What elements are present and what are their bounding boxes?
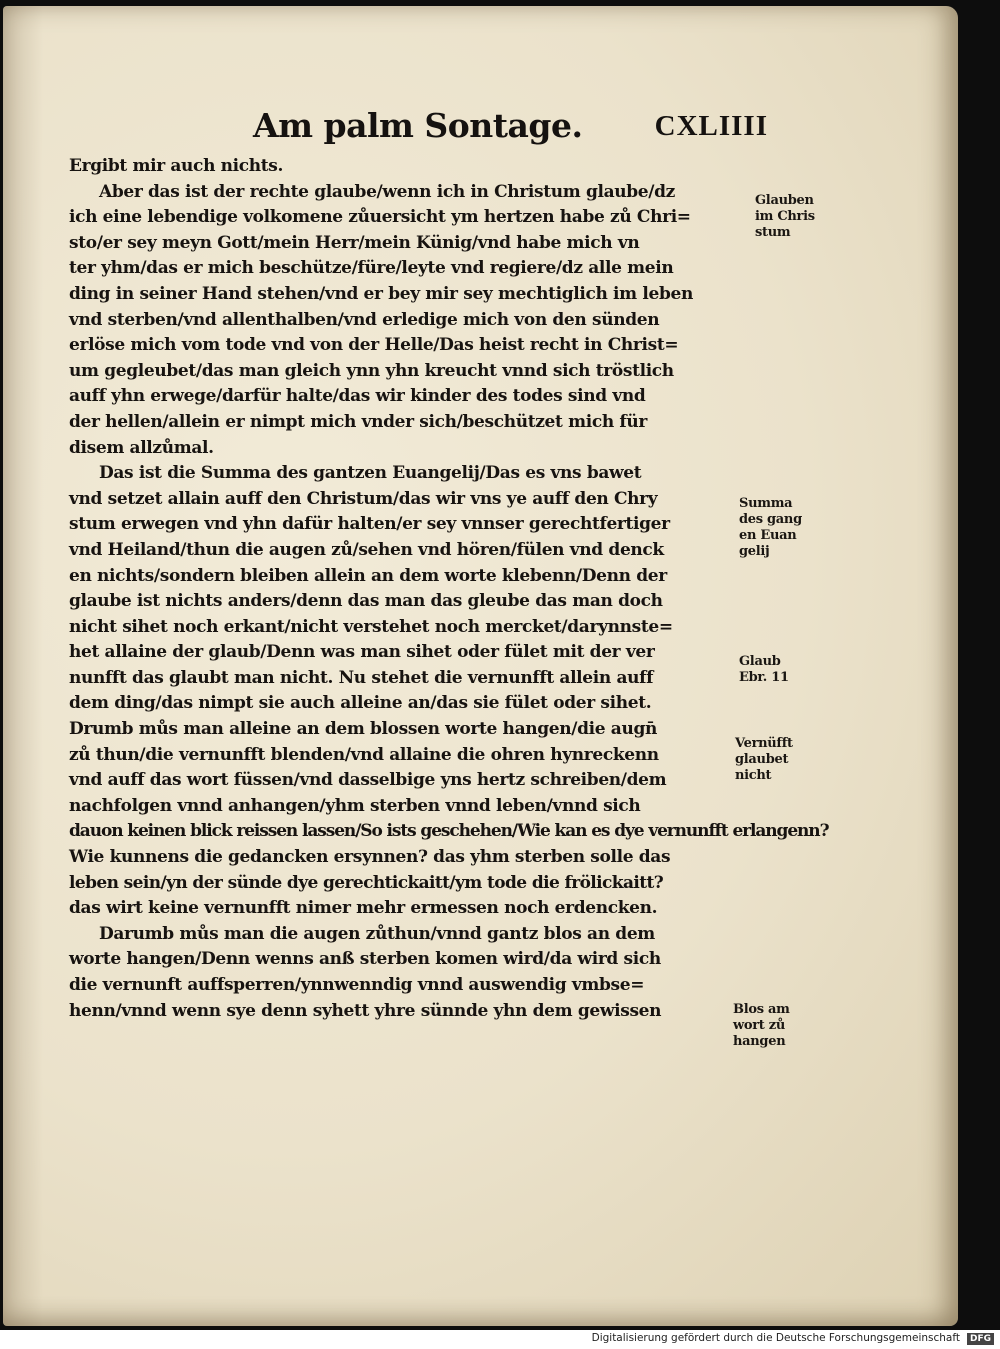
text-line: Das ist die Summa des gantzen Euangelij/Das es vns bawet: [99, 463, 642, 484]
margin-note-vernunfft: [735, 736, 815, 784]
text-line: zů thun/die vernunfft blenden/vnd allaine die ohren hynreckenn: [69, 744, 659, 765]
margin-note-line: gelij: [739, 544, 770, 559]
page-gutter-shadow: [3, 6, 43, 1326]
margin-note-line: glaubet: [735, 752, 789, 767]
margin-note-line: Summa: [739, 496, 793, 511]
text-line: auff yhn erwege/darfür halte/das wir kinder des todes sind vnd: [69, 386, 646, 407]
footer-credit: Digitalisierung gefördert durch die Deutsche Forschungsgemeinschaft: [591, 1332, 960, 1344]
text-line: Aber das ist der rechte glaube/wenn ich in Christum glaube/dz: [99, 181, 675, 202]
text-line: Darumb můs man die augen zůthun/vnnd gantz blos an dem: [99, 923, 655, 944]
text-line: sto/er sey meyn Gott/mein Herr/mein Künig/vnd habe mich vn: [69, 232, 640, 253]
text-line: vnd setzet allain auff den Christum/das wir vns ye auff den Chry: [69, 488, 658, 509]
margin-note-line: Glauben: [755, 193, 814, 208]
text-line: ich eine lebendige volkomene zůuersicht ym hertzen habe zů Chri=: [69, 207, 691, 228]
margin-note-line: im Chris: [755, 209, 815, 224]
margin-note-line: Blos am: [733, 1002, 790, 1017]
folio-number: CXLIIII: [654, 110, 768, 142]
text-line: nunfft das glaubt man nicht. Nu stehet die vernunfft allein auff: [69, 667, 654, 688]
margin-note-line: Glaub: [739, 654, 781, 669]
text-line: ter yhm/das er mich beschütze/füre/leyte vnd regiere/dz alle mein: [69, 258, 674, 279]
text-line: die vernunft auffsperren/ynnwenndig vnnd auswendig vmbse=: [69, 975, 645, 995]
margin-note-summa: [739, 496, 819, 560]
margin-note-line: Vernüfft: [735, 736, 793, 751]
text-line: um gegleubet/das man gleich ynn yhn kreucht vnnd sich tröstlich: [69, 360, 674, 381]
dfg-logo: DFG: [967, 1333, 994, 1345]
text-line: dem ding/das nimpt sie auch alleine an/das sie fület oder sihet.: [69, 693, 652, 714]
text-line: en nichts/sondern bleiben allein an dem worte klebenn/Denn der: [69, 565, 667, 586]
text-line: henn/vnnd wenn sye denn syhett yhre sünnde yhn dem gewissen: [69, 1000, 662, 1021]
text-line: ding in seiner Hand stehen/vnd er bey mir sey mechtiglich im leben: [69, 283, 693, 304]
text-line: Drumb můs man alleine an dem blossen worte hangen/die augn̄: [69, 719, 658, 740]
text-line: vnd sterben/vnd allenthalben/vnd erledige mich von den sünden: [69, 309, 660, 330]
text-line: vnd Heiland/thun die augen zů/sehen vnd hören/fülen vnd denck: [69, 539, 664, 560]
book-page: [3, 6, 958, 1326]
text-line: das wirt keine vernunfft nimer mehr ermessen noch erdencken.: [69, 898, 658, 919]
margin-note-line: en Euan: [739, 528, 797, 543]
margin-note-line: nicht: [735, 768, 772, 783]
text-line: leben sein/yn der sünde dye gerechtickaitt/ym tode die frölickaitt?: [69, 872, 664, 893]
text-line: Ergibt mir auch nichts.: [69, 156, 284, 176]
running-head-title: Am palm Sontage.: [253, 106, 583, 145]
margin-note-line: des gang: [739, 512, 802, 527]
text-line: nachfolgen vnnd anhangen/yhm sterben vnnd leben/vnnd sich: [69, 795, 641, 816]
text-line: het allaine der glaub/Denn was man sihet oder fület mit der ver: [69, 642, 655, 663]
text-line: worte hangen/Denn wenns anß sterben komen wird/da wird sich: [69, 949, 661, 970]
text-line: glaube ist nichts anders/denn das man das gleube das man doch: [69, 591, 663, 612]
margin-note-line: Ebr. 11: [739, 670, 789, 685]
text-line: erlöse mich vom tode vnd von der Helle/Das heist recht in Christ=: [69, 335, 679, 356]
text-line: Wie kunnens die gedancken ersynnen? das yhm sterben solle das: [69, 847, 671, 868]
text-line: stum erwegen vnd yhn dafür halten/er sey vnnser gerechtfertiger: [69, 514, 670, 535]
margin-note-line: wort zů: [733, 1018, 785, 1033]
text-line: disem allzůmal.: [69, 437, 214, 458]
margin-note-line: stum: [755, 225, 791, 240]
margin-note-line: hangen: [733, 1034, 786, 1049]
margin-note-glaub: [739, 654, 819, 686]
margin-note-glauben: [755, 193, 835, 241]
footer-bar: [0, 1330, 1000, 1349]
text-line: nicht sihet noch erkant/nicht verstehet noch mercket/darynnste=: [69, 616, 673, 637]
running-head: [253, 106, 768, 156]
margin-note-blos: [733, 1002, 813, 1050]
text-line: der hellen/allein er nimpt mich vnder sich/beschützet mich für: [69, 411, 647, 432]
text-line: dauon keinen blick reissen lassen/So ists geschehen/Wie kan es dye vernunfft erlangenn?: [69, 821, 829, 842]
text-line: vnd auff das wort füssen/vnd dasselbige yns hertz schreiben/dem: [69, 770, 667, 791]
